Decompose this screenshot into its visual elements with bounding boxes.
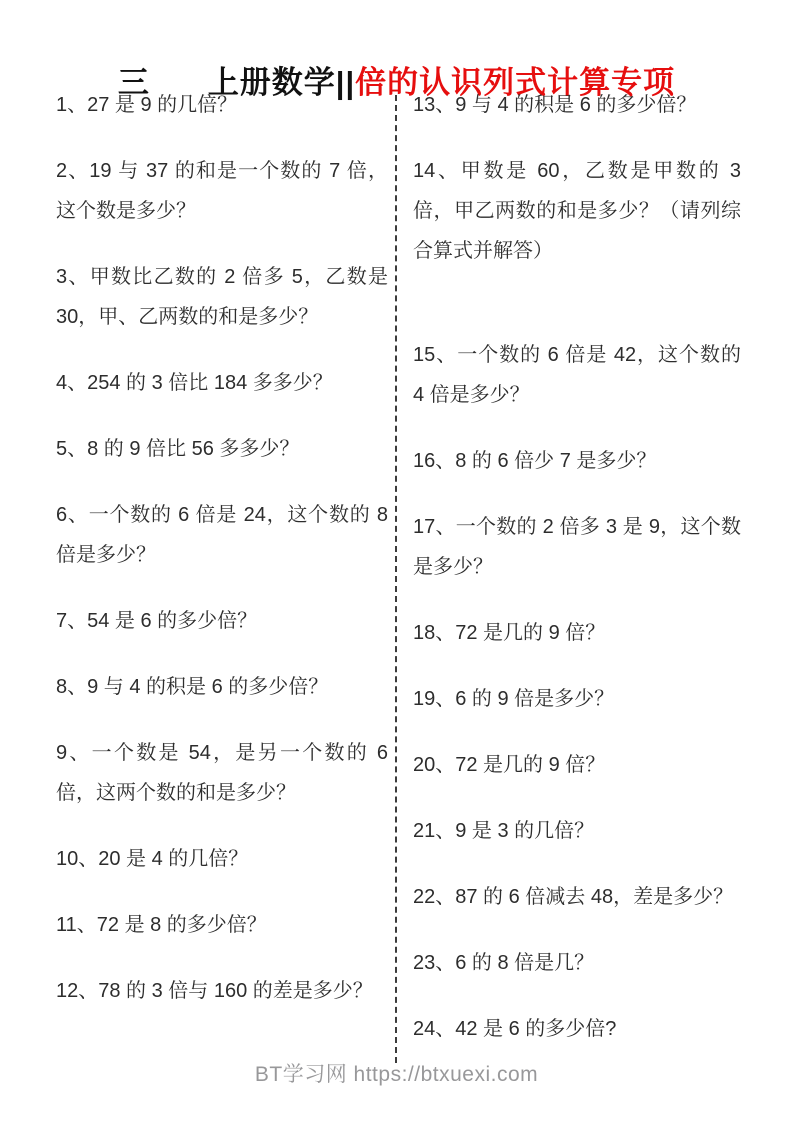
question-item: 2、19 与 37 的和是一个数的 7 倍，这个数是多少？: [56, 160, 388, 222]
question-item: 20、72 是几的 9 倍？: [413, 754, 606, 776]
question-item: 16、8 的 6 倍少 7 是多少？: [413, 450, 657, 472]
title-black: 上册数学||: [207, 64, 356, 100]
title-grade: 三: [117, 64, 150, 100]
question-item: 21、9 是 3 的几倍？: [413, 820, 595, 842]
question-item: 22、87 的 6 倍减去 48，差是多少？: [413, 886, 734, 908]
question-item: 14、甲数是 60，乙数是甲数的 3 倍，甲乙两数的和是多少？（请列综合算式并解答）: [413, 160, 741, 262]
question-item: 11、72 是 8 的多少倍？: [56, 914, 267, 936]
question-item: 5、8 的 9 倍比 56 多多少？: [56, 438, 300, 460]
title-red: 倍的认识列式计算专项: [355, 64, 676, 100]
question-item: 13、9 与 4 的积是 6 的多少倍？: [413, 94, 697, 116]
question-item: 8、9 与 4 的积是 6 的多少倍？: [56, 676, 329, 698]
questions-column-right: [413, 85, 741, 1075]
column-divider-dashed-line: [395, 95, 397, 1063]
question-item: 23、6 的 8 倍是几？: [413, 952, 595, 974]
question-item: 6、一个数的 6 倍是 24，这个数的 8 倍是多少？: [56, 504, 388, 566]
site-watermark: BT学习网 https://btxuexi.com: [254, 1063, 539, 1086]
question-item: 24、42 是 6 的多少倍?: [413, 1018, 617, 1040]
question-item: 18、72 是几的 9 倍？: [413, 622, 606, 644]
question-item: 1、27 是 9 的几倍？: [56, 94, 238, 116]
questions-column-left: [56, 85, 388, 1037]
question-item: 9、一个数是 54，是另一个数的 6 倍，这两个数的和是多少？: [56, 742, 388, 804]
question-item: 12、78 的 3 倍与 160 的差是多少？: [56, 980, 373, 1002]
question-item: 7、54 是 6 的多少倍？: [56, 610, 258, 632]
question-item: 3、甲数比乙数的 2 倍多 5，乙数是 30，甲、乙两数的和是多少？: [56, 266, 388, 328]
question-item: 19、6 的 9 倍是多少？: [413, 688, 615, 710]
question-item: 10、20 是 4 的几倍？: [56, 848, 249, 870]
question-item: 17、一个数的 2 倍多 3 是 9，这个数是多少？: [413, 516, 741, 578]
question-item: 4、254 的 3 倍比 184 多多少？: [56, 372, 333, 394]
question-item: 15、一个数的 6 倍是 42，这个数的 4 倍是多少？: [413, 344, 741, 406]
